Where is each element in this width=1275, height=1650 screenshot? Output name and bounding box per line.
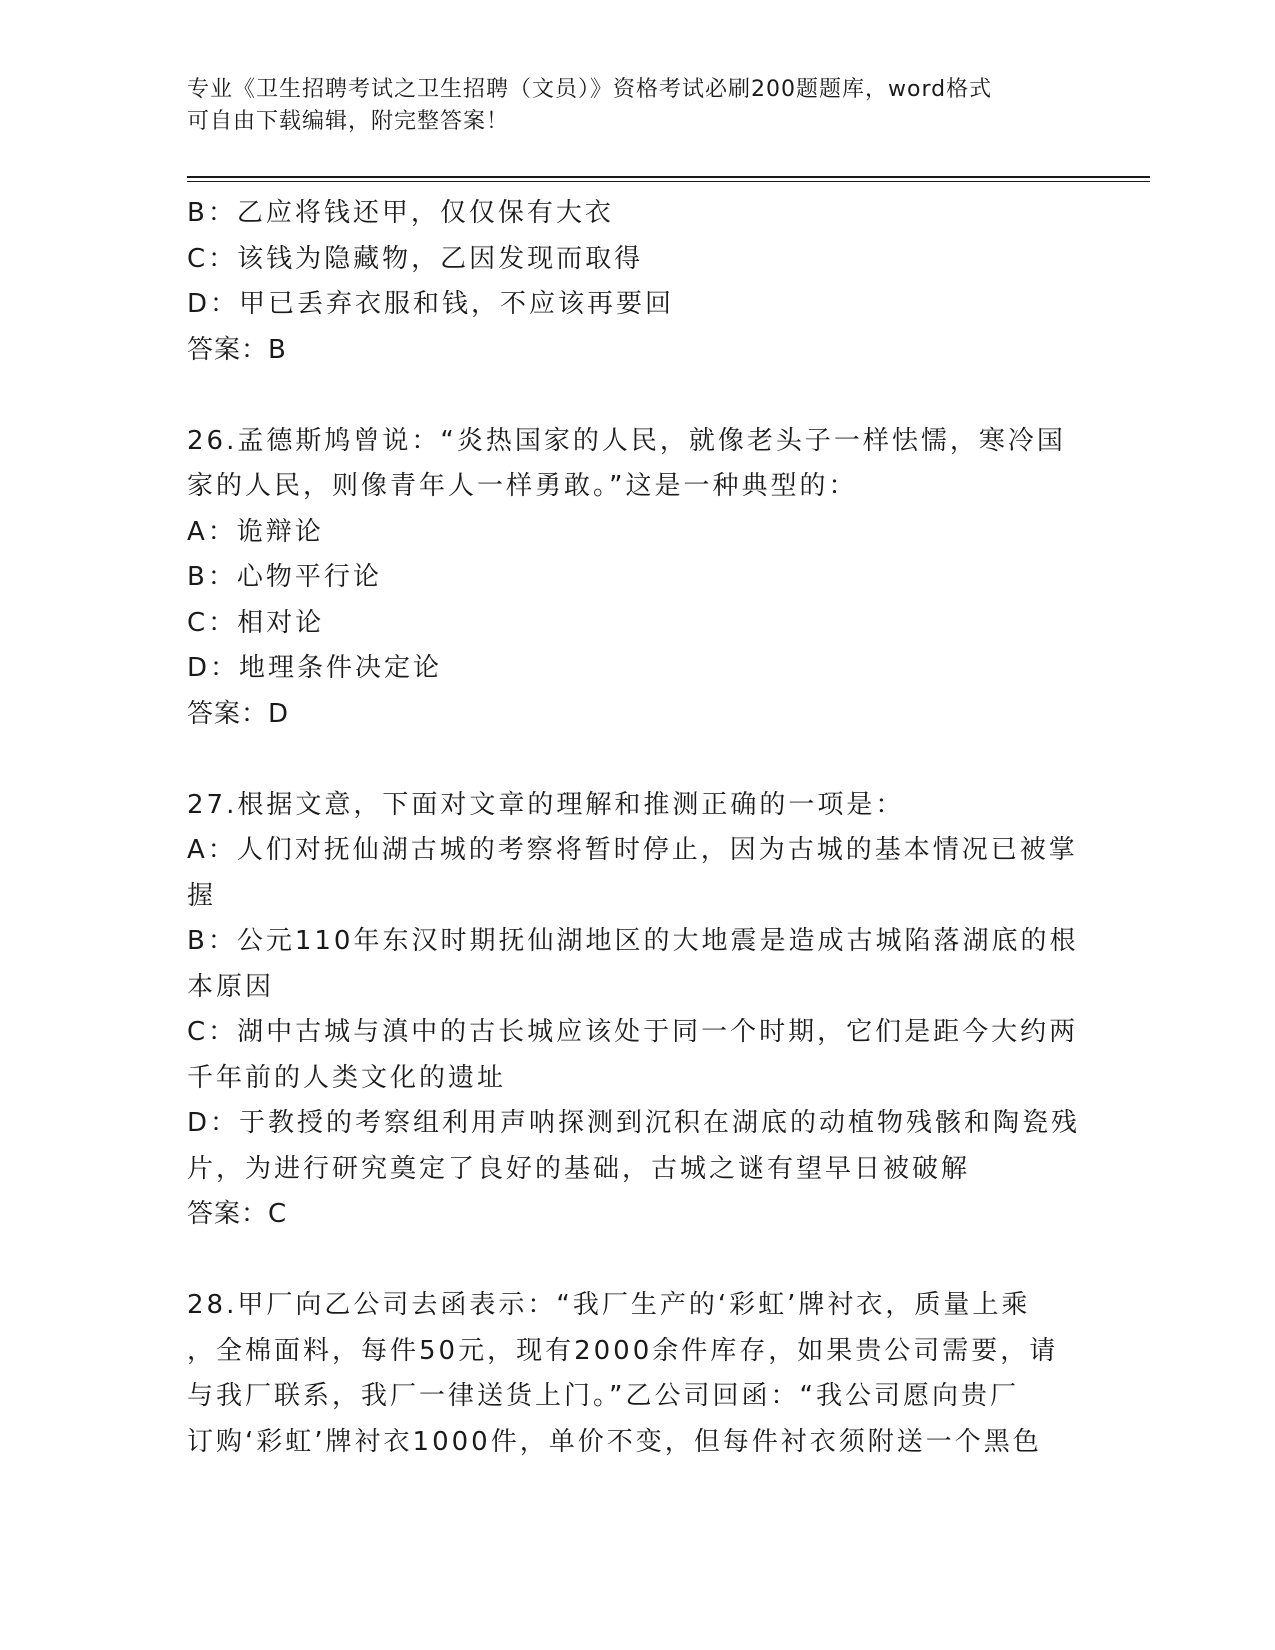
- spacer: [187, 737, 1067, 783]
- header-rule-thick: [187, 176, 1150, 178]
- q27-option-a-line-1: A：人们对抚仙湖古城的考察将暂时停止，因为古城的基本情况已被掌: [187, 835, 1078, 865]
- q25-option-c: C：该钱为隐藏物，乙因发现而取得: [187, 243, 644, 274]
- spacer: [187, 1238, 1067, 1284]
- spacer: [187, 373, 1067, 419]
- header-line-1: 专业《卫生招聘考试之卫生招聘（文员）》资格考试必刷200题题库，word格式: [187, 77, 993, 102]
- q26-option-c: C：相对论: [187, 607, 325, 638]
- q27-option-c-line-1: C：湖中古城与滇中的古长城应该处于同一个时期，它们是距今大约两: [187, 1017, 1079, 1047]
- document-header: [187, 74, 1067, 138]
- q25-option-b: B：乙应将钱还甲，仅仅保有大衣: [187, 198, 614, 228]
- q26-option-a: A：诡辩论: [187, 516, 324, 547]
- header-rule-thin: [187, 181, 1150, 182]
- q26-option-d: D：地理条件决定论: [187, 653, 443, 683]
- header-line-2: 可自由下载编辑，附完整答案！: [187, 109, 510, 134]
- q27-option-c-line-2: 千年前的人类文化的遗址: [187, 1062, 507, 1093]
- q26-stem-line-2: 家的人民，则像青年人一样勇敢。”这是一种典型的：: [187, 471, 858, 501]
- q27-option-d-line-2: 片，为进行研究奠定了良好的基础，古城之谜有望早日被破解: [187, 1153, 971, 1184]
- question-28: [187, 1283, 1067, 1465]
- q26-option-b: B：心物平行论: [187, 562, 382, 592]
- q25-answer: 答案：B: [187, 334, 287, 365]
- question-26: [187, 419, 1067, 738]
- q27-option-a-line-2: 握: [187, 880, 217, 911]
- q26-stem-line-1: 26.孟德斯鸠曾说：“炎热国家的人民，就像老头子一样怯懦，寒冷国: [187, 425, 1066, 456]
- question-27: [187, 783, 1081, 1238]
- q28-stem-line-3: 与我厂联系，我厂一律送货上门。”乙公司回函：“我公司愿向贵厂: [187, 1381, 1019, 1411]
- q27-option-b-line-1: B：公元110年东汉时期抚仙湖地区的大地震是造成古城陷落湖底的根: [187, 926, 1079, 956]
- document-body: [187, 191, 1081, 1465]
- q27-answer: 答案：C: [187, 1199, 288, 1229]
- question-25-tail: [187, 191, 1067, 373]
- q28-stem-line-2: ，全棉面料，每件50元，现有2000余件库存，如果贵公司需要，请: [187, 1335, 1059, 1366]
- q28-stem-line-1: 28.甲厂向乙公司去函表示：“我厂生产的‘彩虹’牌衬衣，质量上乘: [187, 1290, 1031, 1320]
- q25-option-d: D：甲已丢弃衣服和钱，不应该再要回: [187, 289, 675, 319]
- q27-option-d-line-1: D：于教授的考察组利用声呐探测到沉积在湖底的动植物残骸和陶瓷残: [187, 1108, 1081, 1138]
- q26-answer: 答案：D: [187, 698, 290, 729]
- q27-stem-line-1: 27.根据文意，下面对文章的理解和推测正确的一项是：: [187, 789, 905, 820]
- q27-option-b-line-2: 本原因: [187, 971, 275, 1002]
- q28-stem-line-4: 订购‘彩虹’牌衬衣1000件，单价不变，但每件衬衣须附送一个黑色: [187, 1426, 1042, 1457]
